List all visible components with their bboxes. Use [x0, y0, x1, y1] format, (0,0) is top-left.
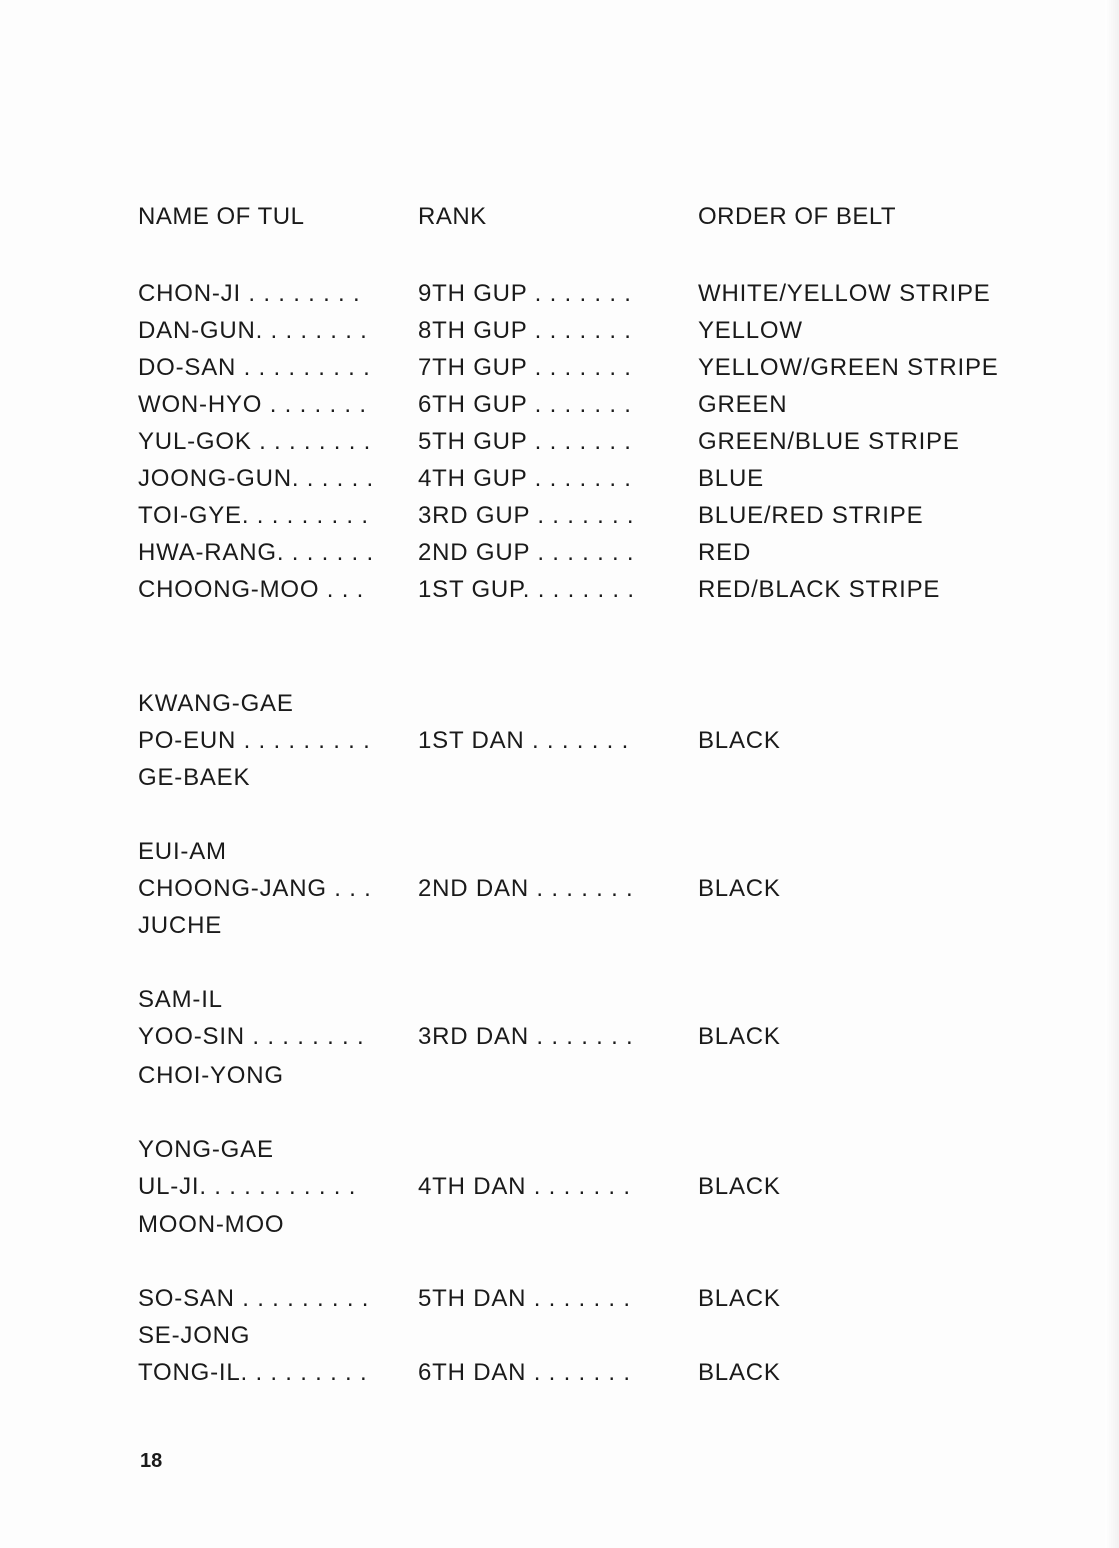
page-number: 18: [140, 1450, 163, 1472]
page-edge-shadow: [1105, 0, 1119, 1548]
tul-rank: 2ND DAN . . . . . . .: [418, 875, 634, 902]
tul-belt: RED: [698, 539, 752, 566]
table-row: [138, 277, 1038, 311]
tul-belt: GREEN/BLUE STRIPE: [698, 428, 960, 455]
table-row: [138, 1319, 1038, 1353]
tul-name: SAM-IL: [138, 986, 223, 1013]
table-row: [138, 687, 1038, 721]
tul-rank: 1ST GUP. . . . . . . .: [418, 576, 635, 603]
tul-belt: RED/BLACK STRIPE: [698, 576, 941, 603]
tul-belt: BLACK: [698, 1285, 781, 1312]
table-row: [138, 351, 1038, 385]
table-row: [138, 1208, 1038, 1242]
tul-name: SE-JONG: [138, 1322, 251, 1349]
tul-belt: BLACK: [698, 1173, 781, 1200]
table-row: [138, 1282, 1038, 1316]
tul-belt: BLACK: [698, 1359, 781, 1386]
tul-belt: YELLOW: [698, 317, 803, 344]
table-row: [138, 1133, 1038, 1167]
tul-name: WON-HYO . . . . . . .: [138, 391, 367, 418]
table-row: [138, 1020, 1038, 1054]
tul-rank: 3RD GUP . . . . . . .: [418, 502, 635, 529]
table-row: [138, 499, 1038, 533]
tul-name: HWA-RANG. . . . . . .: [138, 539, 374, 566]
tul-rank: 4TH GUP . . . . . . .: [418, 465, 632, 492]
tul-rank: 3RD DAN . . . . . . .: [418, 1023, 634, 1050]
table-row: [138, 872, 1038, 906]
table-row: [138, 835, 1038, 869]
tul-rank: 2ND GUP . . . . . . .: [418, 539, 635, 566]
table-row: [138, 462, 1038, 496]
header-order-of-belt: ORDER OF BELT: [698, 203, 897, 230]
tul-rank: 9TH GUP . . . . . . .: [418, 280, 632, 307]
table-row: [138, 983, 1038, 1017]
tul-belt: GREEN: [698, 391, 788, 418]
table-row: [138, 909, 1038, 943]
tul-name: UL-JI. . . . . . . . . . .: [138, 1173, 357, 1200]
table-row: [138, 724, 1038, 758]
tul-belt: WHITE/YELLOW STRIPE: [698, 280, 991, 307]
tul-rank: 6TH GUP . . . . . . .: [418, 391, 632, 418]
tul-name: TOI-GYE. . . . . . . . .: [138, 502, 369, 529]
tul-name: CHON-JI . . . . . . . .: [138, 280, 361, 307]
tul-belt: BLACK: [698, 727, 781, 754]
tul-rank: 8TH GUP . . . . . . .: [418, 317, 632, 344]
tul-name: SO-SAN . . . . . . . . .: [138, 1285, 370, 1312]
tul-rank: 5TH DAN . . . . . . .: [418, 1285, 631, 1312]
tul-name: KWANG-GAE: [138, 690, 294, 717]
tul-name: JOONG-GUN. . . . . .: [138, 465, 375, 492]
tul-name: JUCHE: [138, 912, 223, 939]
tul-name: YOO-SIN . . . . . . . .: [138, 1023, 365, 1050]
tul-rank: 1ST DAN . . . . . . .: [418, 727, 630, 754]
tul-rank: 4TH DAN . . . . . . .: [418, 1173, 631, 1200]
tul-name: YONG-GAE: [138, 1136, 274, 1163]
tul-rank: 6TH DAN . . . . . . .: [418, 1359, 631, 1386]
header-rank: RANK: [418, 203, 487, 230]
table-row: [138, 388, 1038, 422]
table-row: [138, 314, 1038, 348]
table-row: [138, 1356, 1038, 1390]
tul-name: EUI-AM: [138, 838, 227, 865]
table-row: [138, 425, 1038, 459]
table-row: [138, 1170, 1038, 1204]
table-header: [138, 203, 1038, 237]
tul-belt: BLACK: [698, 875, 781, 902]
tul-belt: YELLOW/GREEN STRIPE: [698, 354, 999, 381]
tul-name: CHOI-YONG: [138, 1062, 284, 1089]
tul-name: DO-SAN . . . . . . . . .: [138, 354, 371, 381]
tul-belt: BLUE: [698, 465, 764, 492]
table-row: [138, 761, 1038, 795]
tul-belt: BLACK: [698, 1023, 781, 1050]
tul-rank: 5TH GUP . . . . . . .: [418, 428, 632, 455]
tul-name: YUL-GOK . . . . . . . .: [138, 428, 372, 455]
header-name-of-tul: NAME OF TUL: [138, 203, 305, 230]
tul-name: TONG-IL. . . . . . . . .: [138, 1359, 368, 1386]
tul-name: CHOONG-MOO . . .: [138, 576, 365, 603]
tul-name: DAN-GUN. . . . . . . .: [138, 317, 368, 344]
table-row: [138, 573, 1038, 607]
tul-name: GE-BAEK: [138, 764, 251, 791]
tul-name: CHOONG-JANG . . .: [138, 875, 372, 902]
tul-name: MOON-MOO: [138, 1211, 285, 1238]
tul-rank: 7TH GUP . . . . . . .: [418, 354, 632, 381]
table-row: [138, 536, 1038, 570]
table-row: [138, 1059, 1038, 1093]
tul-belt: BLUE/RED STRIPE: [698, 502, 924, 529]
tul-name: PO-EUN . . . . . . . . .: [138, 727, 371, 754]
